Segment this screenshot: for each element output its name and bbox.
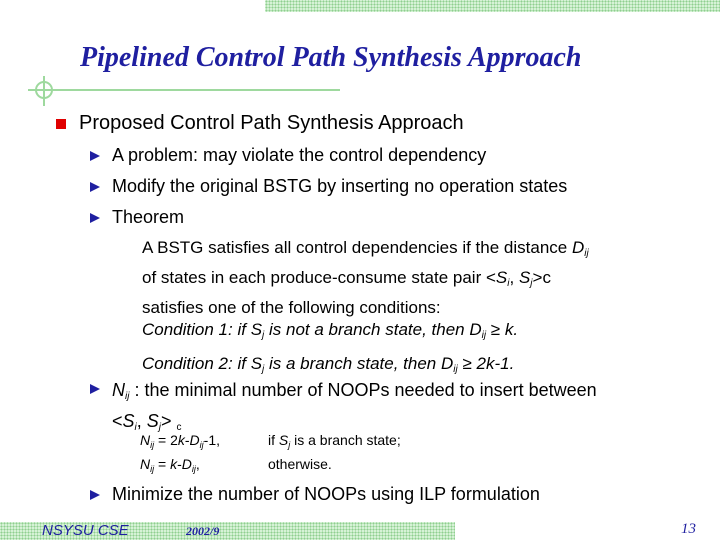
formula-2: $N_{ij} = k-D_{ij}$,: [140, 456, 200, 474]
condition-1: Condition 1: if $S_j$ is not a branch state, then $D_{ij} \ge k$.: [142, 320, 519, 341]
red-square-bullet-icon: [56, 119, 66, 129]
sub-bullet-text: Theorem: [112, 207, 185, 227]
triangle-bullet-icon: [90, 182, 100, 192]
sub-bullet-text: Modify the original BSTG by inserting no operation states: [112, 176, 568, 196]
theorem-line-1: A BSTG satisfies all control dependencies if the distance $D_{ij}$: [142, 238, 589, 259]
slide-title: Pipelined Control Path Synthesis Approach: [80, 42, 582, 73]
sub-bullet-text: A problem: may violate the control dependency: [112, 145, 487, 165]
triangle-bullet-icon: [90, 151, 100, 161]
title-underline: [28, 89, 340, 91]
crosshair-icon: [30, 76, 62, 108]
bullet-text: Proposed Control Path Synthesis Approach: [79, 112, 464, 134]
theorem-statement: [142, 236, 589, 320]
footer-org: NSYSU CSE: [42, 522, 129, 539]
page-number: 13: [681, 521, 696, 537]
nij-definition-text: $N_{ij}$ : the minimal number of NOOPs needed to insert between $<S_i$, $S_j> _c$: [112, 380, 597, 433]
top-decorative-band: [265, 0, 720, 12]
footer-date: 2002/9: [186, 524, 220, 538]
triangle-bullet-icon: [90, 490, 100, 500]
triangle-bullet-icon: [90, 213, 100, 223]
sub-bullet-text: Minimize the number of NOOPs using ILP formulation: [112, 484, 540, 504]
condition-2: Condition 2: if $S_j$ is a branch state, then $D_{ij} \ge 2k-1$.: [142, 354, 515, 375]
theorem-line-2: of states in each produce-consume state pair $<S_i$, $S_j>c$: [142, 268, 551, 289]
formula-1-condition: if $S_j$ is a branch state;: [268, 432, 401, 450]
conditions: [142, 316, 518, 384]
triangle-bullet-icon: [90, 384, 100, 394]
formula-2-condition: otherwise.: [268, 456, 332, 472]
formula-1: $N_{ij} = 2k-D_{ij}-1$,: [140, 432, 221, 450]
theorem-line-3: satisfies one of the following conditions:: [142, 298, 441, 317]
